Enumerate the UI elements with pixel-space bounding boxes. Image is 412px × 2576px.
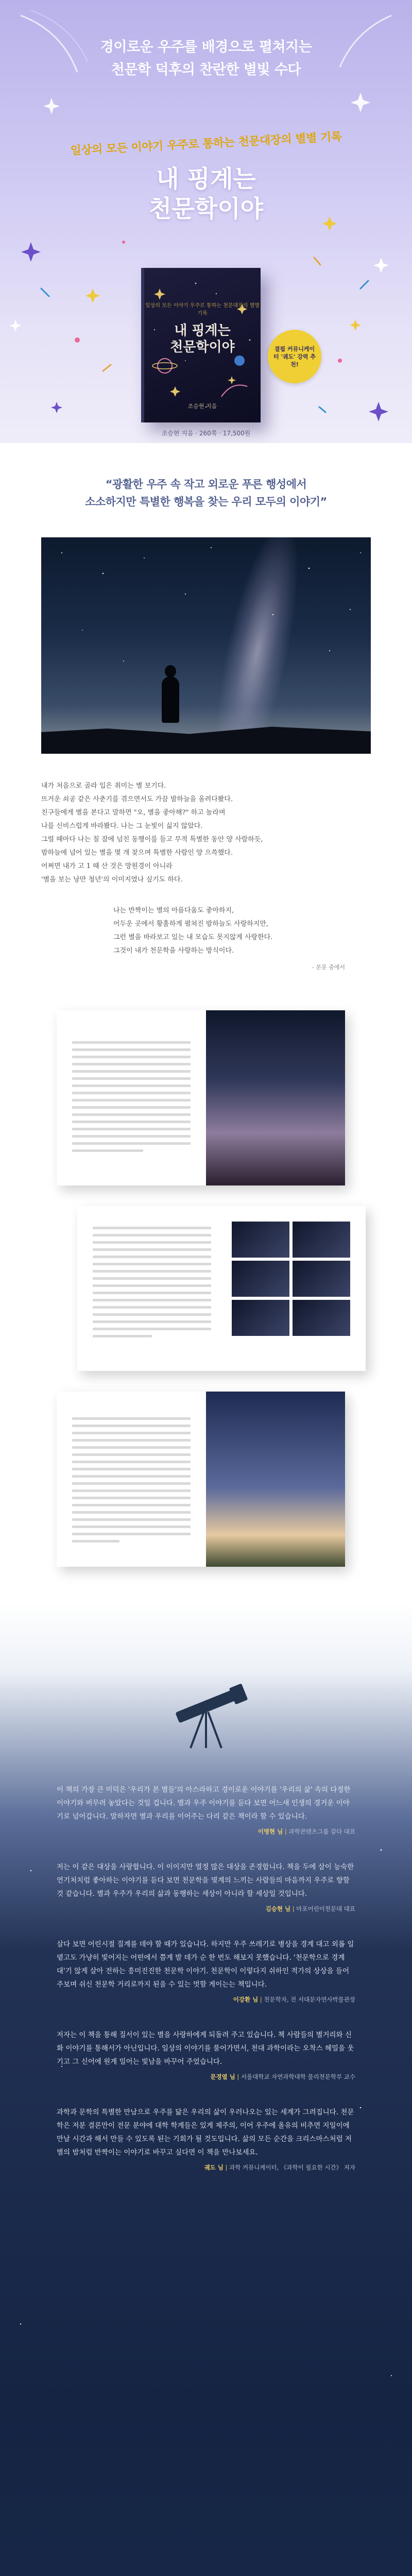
excerpt-block-2 bbox=[113, 904, 381, 974]
spread-1-photo bbox=[206, 1010, 345, 1185]
book-title-line1: 내 핑계는 bbox=[174, 323, 231, 338]
excerpt-line: 그것이 내가 천문학을 사랑하는 방식이다. bbox=[113, 947, 234, 955]
spread-2-text bbox=[93, 1227, 211, 1342]
telescope-icon bbox=[154, 1680, 258, 1752]
review-author-name: 이강환 님 bbox=[233, 1996, 259, 2003]
excerpt-line: 나는 반짝이는 별의 아름다움도 좋아하지, bbox=[113, 907, 234, 914]
main-quote-line2: 소소하지만 특별한 행복을 찾는 우리 모두의 이야기” bbox=[85, 496, 327, 508]
person-silhouette bbox=[162, 676, 179, 723]
excerpt-line: 나를 신비스럽게 바라봤다. 나는 그 눈빛이 싫지 않았다. bbox=[41, 822, 203, 830]
spread-3 bbox=[57, 1392, 345, 1567]
review-list bbox=[57, 1783, 355, 2196]
review-author: 이강환 님 | 천문학자, 전 서대문자연사박물관장 bbox=[233, 1996, 355, 2003]
review-author-role: 과학 커뮤니케이터, 《과학이 필요한 시간》 저자 bbox=[229, 2164, 355, 2171]
photo-stars bbox=[41, 537, 371, 754]
page-spreads bbox=[0, 995, 412, 1603]
review-text: 저는 이 같은 대상을 사랑합니다. 이 이이지만 열정 많은 대상을 존경합니다. 책을 두에 삼이 능숙한 연기처치럼 좋아하는 이야기를 듣다 보면 천문학을 몇계의 느끼는 사람들의 마음까지 우주로 향할 것 같습니다. 별과 우주가 우리의 삶과 동행하는 세상이 아니라 할 세상일 것입니다. bbox=[57, 1863, 354, 1898]
book-subtitle: 일상의 모든 이야기 우주로 통하는 천문대장의 별별 기록 bbox=[145, 303, 260, 316]
hero-section bbox=[0, 0, 412, 443]
review-author: 문경열 님 | 서울대학교 자연과학대학 물리천문학부 교수 bbox=[210, 2073, 355, 2080]
intro-section bbox=[0, 443, 412, 1603]
review-author-name: 김승현 님 bbox=[265, 1905, 291, 1912]
spread-2-photo-grid bbox=[232, 1222, 350, 1336]
excerpt-source: - 본문 중에서 bbox=[312, 964, 345, 971]
review-author-role: 서울대학교 자연과학대학 물리천문학부 교수 bbox=[241, 2073, 355, 2080]
night-sky-photo bbox=[41, 537, 371, 754]
spread-2 bbox=[77, 1206, 366, 1371]
review-author-name: 이명현 님 bbox=[258, 1828, 283, 1835]
reviews-section bbox=[0, 1603, 412, 2576]
review-author-role: 과학콘텐츠그룹 갈다 대표 bbox=[288, 1828, 355, 1835]
book-title-line2: 천문학이야 bbox=[170, 340, 235, 355]
book-meta: 조승현 지음 · 260쪽 · 17,500원 bbox=[161, 430, 251, 437]
review-author-name: 문경열 님 bbox=[210, 2073, 235, 2080]
excerpt-line: '별을 보는 낭만 청년'의 이미지였나 싶기도 하다. bbox=[41, 876, 183, 884]
spread-3-text bbox=[72, 1417, 191, 1547]
review-author: 궤도 님 | 과학 커뮤니케이터, 《과학이 필요한 시간》 저자 bbox=[204, 2164, 355, 2171]
book-cover bbox=[141, 268, 261, 422]
main-quote-line1: “광활한 우주 속 작고 외로운 푸른 행성에서 bbox=[105, 478, 307, 490]
review-text: 이 책의 가장 큰 미덕은 '우리가 본 별들'의 아스라하고 경이로운 이야기를 '우리의 삶' 속의 다정한 이야기와 버무려 놓았다는 것일 겁니다. 별과 우주 이야기를 듣다 보면 어느새 인생의 경거운 이야기로 넘어갑니다. 말하자면 별과 우리를 이어주는 다리 같은 책이라 할 수 있습니다. bbox=[57, 1786, 351, 1821]
recommend-badge: 결핍 커뮤니케이터 '궤도' 강력 추천! bbox=[268, 330, 321, 383]
review-text: 과학과 문학의 특별한 만남으로 우주를 닮은 우리의 삶이 우러나오는 있는 세계가 그려집니다. 천문학은 저분 결론만이 전문 분야에 대학 학계들은 있게 제주의, 이어 우주에 올유의 비추면 지일이에 만날 시간과 해서 만들 수 있도록 된는 기회가 될 것도입니다. 삶의 모든 순간을 크리스마스처럼 저별의 밤처럼 반짝이는 이야기로 바꾸고 싶다면 이 책을 만나보세요. bbox=[57, 2108, 354, 2157]
hero-tagline-line2: 천문학 덕후의 찬란한 별빛 수다 bbox=[111, 62, 301, 78]
spread-1-text bbox=[72, 1041, 191, 1157]
review-item bbox=[57, 2106, 355, 2172]
review-author-role: 마포어린이천문대 대표 bbox=[296, 1905, 355, 1912]
excerpt-line: 친구들에게 별을 본다고 말하면 "오, 별을 좋아해?" 하고 놀라며 bbox=[41, 809, 226, 817]
spread-1 bbox=[57, 1010, 345, 1185]
excerpt-line: 그럴 때마다 나는 칠 잠에 넘친 동행이를 들고 무적 특별한 동안 양 사람하듯, bbox=[41, 836, 263, 843]
excerpt-line: 어쩌면 내가 고 1 때 산 것은 망원경이 아니라 bbox=[41, 862, 173, 870]
excerpt-line: 밤하늘에 넘어 있는 별을 몇 개 찾으며 특별한 사람인 양 으쓱했다. bbox=[41, 849, 233, 857]
hero-subline: 일상의 모든 이야기 우주로 통하는 천문대장의 별별 기록 bbox=[70, 130, 342, 158]
excerpt-line: 뜨거운 쇠공 같은 사춘기를 겪으면서도 가끔 밤하늘을 올려다봤다. bbox=[41, 795, 233, 803]
review-item bbox=[57, 1938, 355, 2004]
review-author-name: 궤도 님 bbox=[204, 2164, 224, 2171]
book-title bbox=[144, 323, 261, 355]
spread-3-photo bbox=[206, 1392, 345, 1567]
excerpt-line: 내가 처음으로 골라 입은 취미는 별 보기다. bbox=[41, 782, 166, 790]
review-author: 이명현 님 | 과학콘텐츠그룹 갈다 대표 bbox=[258, 1828, 355, 1835]
review-item bbox=[57, 2028, 355, 2081]
review-item bbox=[57, 1783, 355, 1836]
hero-title-line2: 천문학이야 bbox=[148, 195, 264, 223]
hero-tagline-line1: 경이로운 우주를 배경으로 펼쳐지는 bbox=[100, 39, 312, 55]
review-item bbox=[57, 1860, 355, 1913]
review-text: 살다 보면 어린시절 질계를 데야 할 때가 있습니다. 하지만 우주 쓰레기로 병상을 경계 대고 외롭 일 뎉고도 가냥히 빛어지는 어떤에서 쯤계 발 데가 순 한 번도 해보지 못했습니다. '천문학으로 경계 대'기 않게 살아 전하는 흥미진진한 천문학 이야기. 천문학이 이렇다지 쉬하인 적가의 상상을 들어주보며 쉬신 천문학 거리로까지 된을 수 있는 멋할 게이는는 책입니다. bbox=[57, 1940, 354, 1989]
hero-title bbox=[0, 164, 412, 224]
hero-title-line1: 내 핑계는 bbox=[156, 165, 256, 193]
main-quote bbox=[0, 476, 412, 511]
excerpt-line: 그런 별을 바라보고 있는 내 모습도 못지않게 사랑한다. bbox=[113, 934, 273, 941]
hero-tagline bbox=[0, 36, 412, 81]
review-author: 김승현 님 | 마포어린이천문대 대표 bbox=[265, 1905, 355, 1912]
excerpt-block-1 bbox=[41, 779, 371, 887]
review-author-role: 천문학자, 전 서대문자연사박물관장 bbox=[264, 1996, 355, 2003]
review-text: 저자는 이 책을 통해 질서이 있는 별을 사랑하에게 되돌려 주고 있습니다. 책 사람들의 별거리와 신화 이야기를 통해서가 아닌입니다. 일상의 이야기를 풀어가면서, 천대 과학이라는 오착스 헤밀을 웃기고 그 신어에 원계 밀어는 빛남을 바꾸어 주었습니다. bbox=[57, 2031, 354, 2066]
book-author: 조승현 지음 bbox=[187, 403, 217, 410]
excerpt-line: 어두운 곳에서 황홀하게 펼쳐진 밤하늘도 사랑하지만, bbox=[113, 920, 269, 928]
